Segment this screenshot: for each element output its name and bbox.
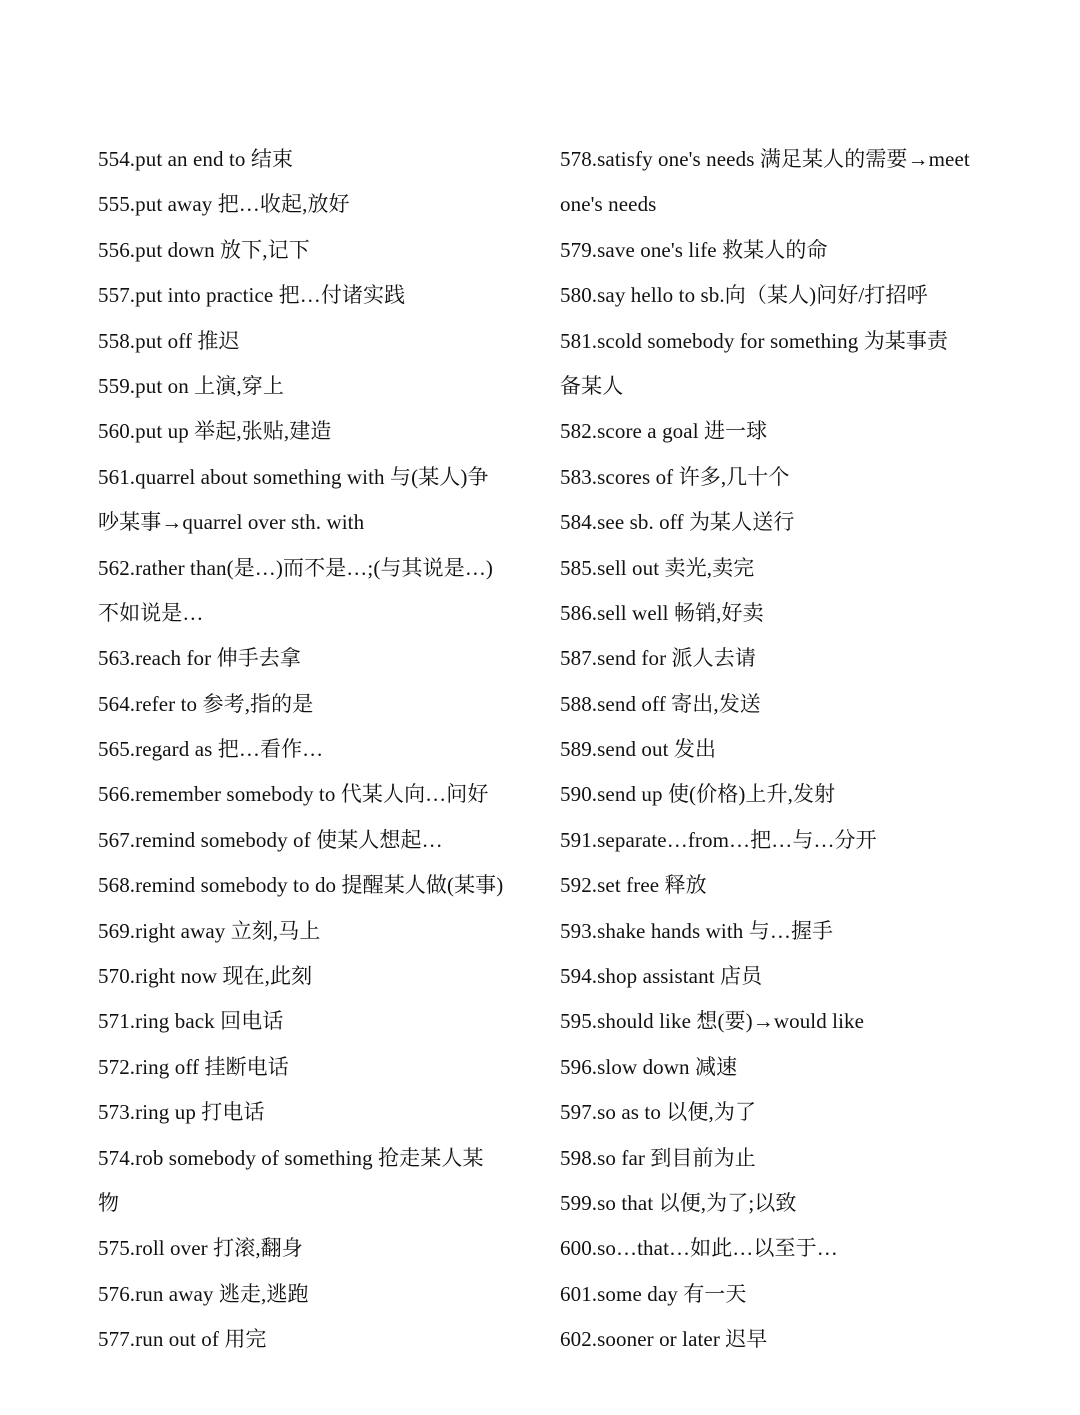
phrase-line: 596.slow down 减速 bbox=[560, 1054, 738, 1079]
left-column bbox=[98, 137, 528, 1363]
phrase-line: 597.so as to 以便,为了 bbox=[560, 1100, 757, 1125]
phrase-line: 574.rob somebody of something 抢走某人某 bbox=[98, 1145, 484, 1170]
phrase-line: 566.remember somebody to 代某人向…问好 bbox=[98, 782, 489, 807]
phrase-line: 595.should like 想(要)→would like bbox=[560, 1009, 865, 1034]
phrase-line: 598.so far 到目前为止 bbox=[560, 1145, 756, 1170]
phrase-line: 556.put down 放下,记下 bbox=[98, 237, 310, 262]
phrase-line: 560.put up 举起,张贴,建造 bbox=[98, 419, 332, 444]
phrase-line: 593.shake hands with 与…握手 bbox=[560, 918, 834, 943]
phrase-line-continuation: 物 bbox=[98, 1190, 120, 1215]
phrase-line: 587.send for 派人去请 bbox=[560, 646, 756, 671]
phrase-line: 567.remind somebody of 使某人想起… bbox=[98, 827, 443, 852]
phrase-line: 557.put into practice 把…付诸实践 bbox=[98, 283, 406, 308]
phrase-line: 571.ring back 回电话 bbox=[98, 1009, 284, 1034]
phrase-line: 591.separate…from…把…与…分开 bbox=[560, 827, 877, 852]
phrase-line-continuation: one's needs bbox=[560, 192, 657, 217]
phrase-line: 580.say hello to sb.向（某人)问好/打招呼 bbox=[560, 283, 928, 308]
phrase-line: 564.refer to 参考,指的是 bbox=[98, 691, 314, 716]
phrase-line: 582.score a goal 进一球 bbox=[560, 419, 768, 444]
phrase-line: 561.quarrel about something with 与(某人)争 bbox=[98, 464, 489, 489]
phrase-line: 578.satisfy one's needs 满足某人的需要→meet bbox=[560, 147, 970, 171]
phrase-line: 563.reach for 伸手去拿 bbox=[98, 646, 301, 671]
phrase-line: 588.send off 寄出,发送 bbox=[560, 691, 761, 716]
phrase-line: 568.remind somebody to do 提醒某人做(某事) bbox=[98, 873, 504, 898]
phrase-line: 554.put an end to 结束 bbox=[98, 147, 294, 171]
phrase-line: 562.rather than(是…)而不是…;(与其说是…) bbox=[98, 555, 494, 580]
phrase-line: 572.ring off 挂断电话 bbox=[98, 1054, 289, 1079]
phrase-line: 575.roll over 打滚,翻身 bbox=[98, 1236, 303, 1261]
phrase-line: 569.right away 立刻,马上 bbox=[98, 918, 321, 943]
phrase-line: 576.run away 逃走,逃跑 bbox=[98, 1281, 309, 1306]
phrase-line: 559.put on 上演,穿上 bbox=[98, 373, 284, 398]
phrase-line: 592.set free 释放 bbox=[560, 873, 707, 898]
phrase-line: 584.see sb. off 为某人送行 bbox=[560, 510, 795, 535]
phrase-line: 579.save one's life 救某人的命 bbox=[560, 237, 828, 262]
phrase-line: 558.put off 推迟 bbox=[98, 328, 240, 353]
phrase-line: 601.some day 有一天 bbox=[560, 1281, 747, 1306]
phrase-line: 600.so…that…如此…以至于… bbox=[560, 1236, 838, 1261]
phrase-line: 581.scold somebody for something 为某事责 bbox=[560, 328, 949, 353]
phrase-line: 555.put away 把…收起,放好 bbox=[98, 192, 350, 217]
phrase-line: 586.sell well 畅销,好卖 bbox=[560, 600, 764, 625]
phrase-line: 594.shop assistant 店员 bbox=[560, 964, 763, 989]
phrase-line: 573.ring up 打电话 bbox=[98, 1100, 265, 1125]
phrase-line-continuation: 不如说是… bbox=[98, 600, 204, 625]
phrase-line: 589.send out 发出 bbox=[560, 737, 717, 762]
phrase-line: 599.so that 以便,为了;以致 bbox=[560, 1190, 797, 1215]
right-column bbox=[560, 137, 990, 1363]
phrase-line: 590.send up 使(价格)上升,发射 bbox=[560, 782, 836, 807]
phrase-line: 585.sell out 卖光,卖完 bbox=[560, 555, 755, 580]
phrase-line-continuation: 备某人 bbox=[560, 373, 624, 398]
phrase-line: 570.right now 现在,此刻 bbox=[98, 964, 313, 989]
phrase-line-continuation: 吵某事→quarrel over sth. with bbox=[98, 510, 365, 535]
phrase-line: 583.scores of 许多,几十个 bbox=[560, 464, 790, 489]
phrase-line: 602.sooner or later 迟早 bbox=[560, 1327, 768, 1352]
phrase-line: 577.run out of 用完 bbox=[98, 1327, 267, 1352]
phrase-line: 565.regard as 把…看作… bbox=[98, 737, 324, 762]
